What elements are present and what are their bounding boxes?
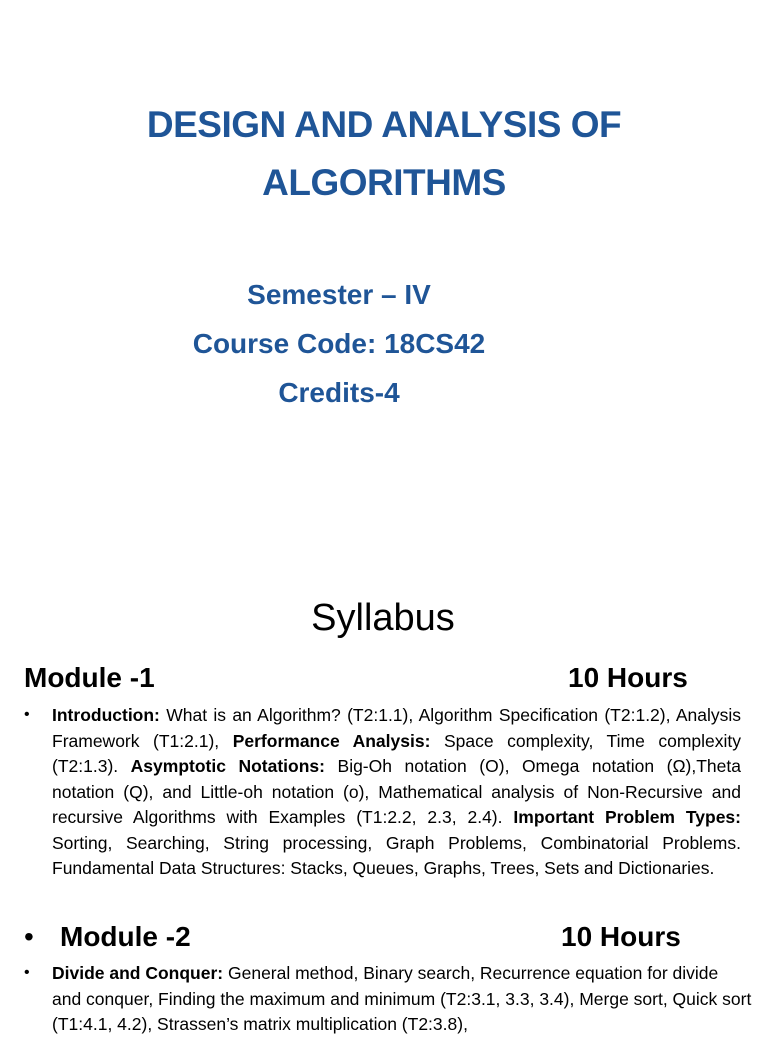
topic-important-problem-types: Important Problem Types: xyxy=(513,807,741,827)
important-problem-types-text: Sorting, Searching, String processing, Graph Problems, Combinatorial Problems. Fundamental Data Structures: Stacks, Queues, Graphs, Trees, Sets and Dictionaries. xyxy=(52,832,741,878)
topic-performance-analysis: Performance Analysis: xyxy=(232,730,431,751)
module-1-hours: 10 Hours xyxy=(568,662,688,693)
title-line-1: DESIGN AND ANALYSIS OF xyxy=(146,104,622,145)
module-1-label: Module -1 xyxy=(24,662,155,693)
module-1-description xyxy=(52,703,741,882)
introduction-text: What is an Algorithm? (T2:1.1), Algorithm Specification (T2:1.2), Analysis Framework (T1:2.1), xyxy=(52,705,741,751)
credits-label: Credits-4 xyxy=(278,377,400,408)
module-2-description xyxy=(52,961,752,1038)
bullet-icon: • xyxy=(24,921,34,952)
performance-analysis-text: Space complexity, Time complexity (T2:1.3). xyxy=(52,730,741,776)
topic-divide-and-conquer: Divide and Conquer: xyxy=(52,963,224,983)
module-2-hours: 10 Hours xyxy=(561,921,681,952)
topic-introduction: Introduction: xyxy=(52,705,160,725)
course-code-label: Course Code: 18CS42 xyxy=(192,328,486,359)
syllabus-heading: Syllabus xyxy=(311,597,455,639)
asymptotic-notations-text: Big-Oh notation (O), Omega notation (Ω),Theta notation (Q), and Little-oh notation (o), Mathematical analysis of Non-Recursive and recursive Algorithms with Examples (T1:2.2, 2.3, 2.4). xyxy=(52,756,741,827)
semester-label: Semester – IV xyxy=(247,279,431,310)
divide-and-conquer-text: General method, Binary search, Recurrence equation for divide and conquer, Finding the maximum and minimum (T2:3.1, 3.3, 3.4), Merge sort, Quick sort (T1:4.1, 4.2), Strassen’s matrix multiplication (T2:3.8), xyxy=(52,963,752,1034)
bullet-icon: • xyxy=(24,706,30,723)
bullet-icon: • xyxy=(24,964,30,981)
topic-asymptotic-notations: Asymptotic Notations: xyxy=(130,756,325,776)
module-2-label: Module -2 xyxy=(60,921,191,952)
title-line-2: ALGORITHMS xyxy=(262,162,506,203)
